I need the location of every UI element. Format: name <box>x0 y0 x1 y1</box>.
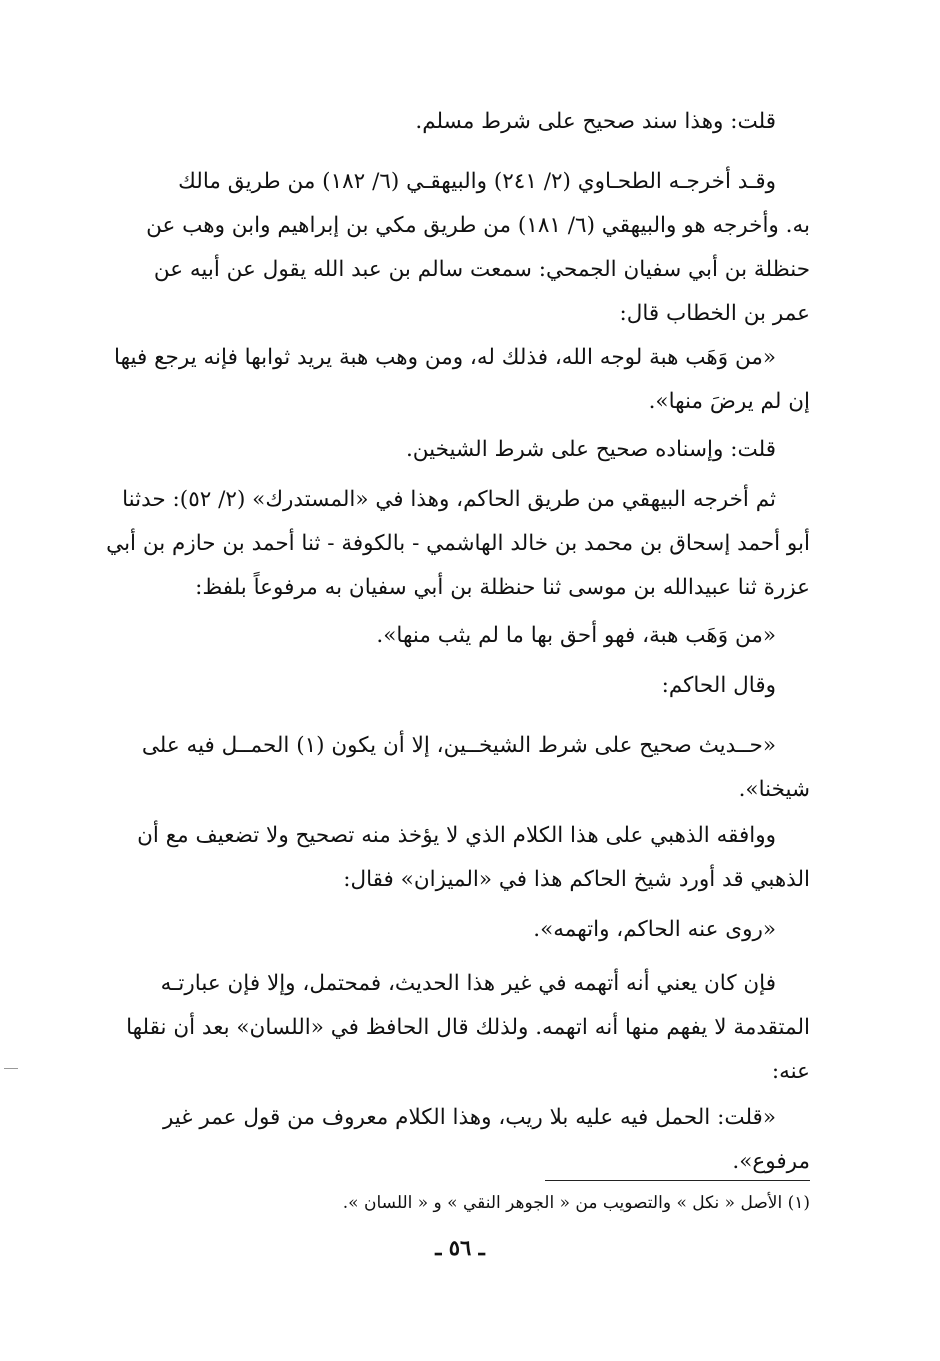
paragraph-line: وقـد أخرجـه الطحـاوي (٢/ ٢٤١) والبيهقـي (٦/ ١٨٢) من طريق مالك <box>178 169 776 194</box>
paragraph-9 <box>110 814 810 902</box>
footnote: (١) الأصل « نكل » والتصويب من « الجوهر النقي » و « اللسان ». <box>342 1193 810 1213</box>
paragraph-3 <box>110 336 810 424</box>
paragraph-line: ووافقه الذهبي على هذا الكلام الذي لا يؤخذ منه تصحيح ولا تضعيف مع أن <box>137 823 776 848</box>
paragraph-line: الذهبي قد أورد شيخ الحاكم هذا في «الميزان» فقال: <box>343 867 810 892</box>
paragraph-5 <box>106 478 810 610</box>
paragraph-line: «من وَهَب هبة لوجه الله، فذلك له، ومن وهب هبة يريد ثوابها فإنه يرجع فيها <box>114 345 776 370</box>
paragraph-line: وقال الحاكم: <box>661 673 776 698</box>
paragraph-line: مرفوع». <box>732 1149 810 1174</box>
footnote-divider <box>545 1180 810 1181</box>
paragraph-2 <box>110 160 810 336</box>
paragraph-line: المتقدمة لا يفهم منها أنه اتهمه. ولذلك قال الحافظ في «اللسان» بعد أن نقلها <box>126 1015 810 1040</box>
paragraph-line: إن لم يرضَ منها». <box>648 389 810 414</box>
margin-mark <box>4 1068 18 1069</box>
paragraph-7 <box>76 664 810 708</box>
paragraph-line: عنه: <box>771 1059 810 1084</box>
paragraph-line: قلت: وإسناده صحيح على شرط الشيخين. <box>405 437 776 462</box>
paragraph-12 <box>110 1096 810 1184</box>
paragraph-8 <box>110 724 810 812</box>
paragraph-11 <box>110 962 810 1094</box>
paragraph-10 <box>76 908 810 952</box>
paragraph-line: عزرة ثنا عبيدالله بن موسى ثنا حنظلة بن أبي سفيان به مرفوعاً بلفظ: <box>195 575 810 600</box>
paragraph-line: «حــديث صحيح على شرط الشيخــين، إلا أن يكون (١) الحمــل فيه على <box>141 733 776 758</box>
paragraph-line: حنظلة بن أبي سفيان الجمحي: سمعت سالم بن عبد الله يقول عن أبيه عن <box>153 257 810 282</box>
paragraph-line: أبو أحمد إسحاق بن محمد بن خالد الهاشمي - بالكوفة - ثنا أحمد بن حازم بن أبي <box>106 531 810 556</box>
paragraph-line: عمر بن الخطاب قال: <box>619 301 810 326</box>
paragraph-line: ثم أخرجه البيهقي من طريق الحاكم، وهذا في «المستدرك» (٢/ ٥٢): حدثنا <box>122 487 776 512</box>
paragraph-line: به. وأخرجه هو والبيهقي (٦/ ١٨١) من طريق مكي بن إبراهيم وابن وهب عن <box>146 213 810 238</box>
paragraph-4 <box>76 428 810 472</box>
paragraph-line: «روى عنه الحاكم، واتهمه». <box>533 917 776 942</box>
paragraph-line: قلت: وهذا سند صحيح على شرط مسلم. <box>415 109 776 134</box>
paragraph-line: فإن كان يعني أنه أتهمه في غير هذا الحديث، فمحتمل، وإلا فإن عبارتـه <box>160 971 776 996</box>
paragraph-line: «من وَهَب هبة، فهو أحق بها ما لم يثب منها». <box>376 623 776 648</box>
paragraph-6 <box>76 614 810 658</box>
paragraph-line: «قلت: الحمل فيه عليه بلا ريب، وهذا الكلام معروف من قول عمر غير <box>162 1105 776 1130</box>
paragraph-1 <box>76 100 810 144</box>
book-page <box>106 0 810 1361</box>
page-number: ـ ٥٦ ـ <box>435 1235 485 1260</box>
paragraph-line: شيخنا». <box>738 777 810 802</box>
